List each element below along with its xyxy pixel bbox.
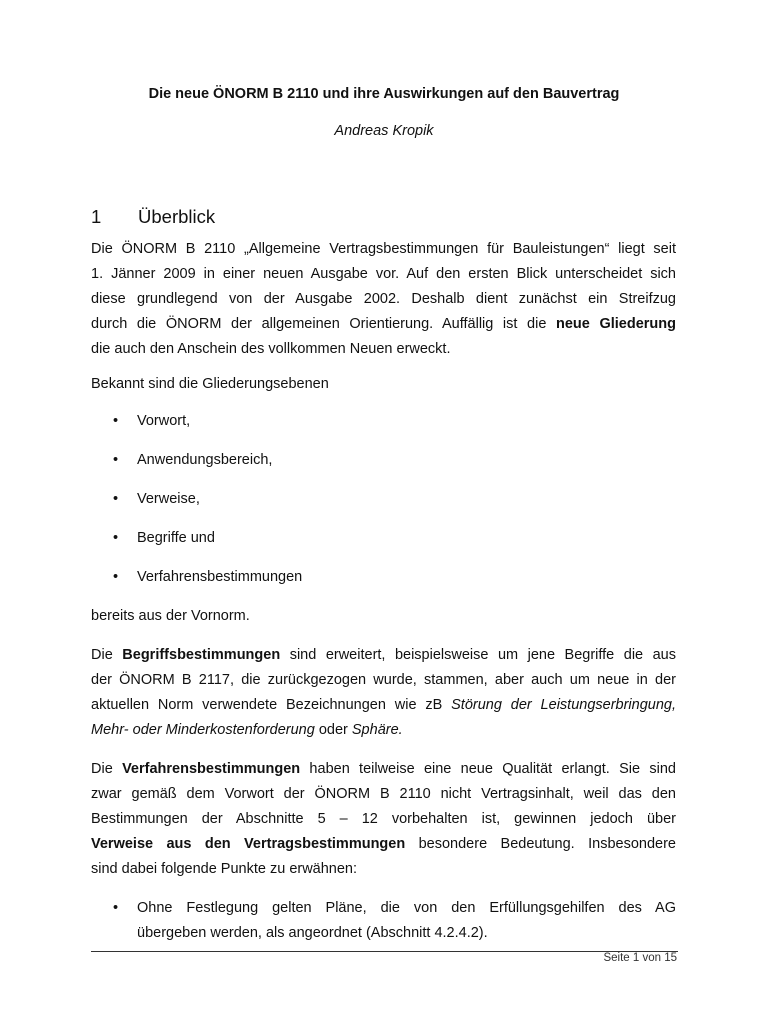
text-line: Bekannt sind die Gliederungsebenen	[91, 376, 329, 392]
list-item-text: Vorwort,	[137, 413, 191, 429]
list-item-text: Verfahrensbestimmungen	[137, 569, 303, 585]
paragraph-levels-intro	[91, 372, 676, 397]
points-list	[91, 896, 676, 946]
list-item	[91, 409, 676, 434]
bullet-icon: •	[113, 530, 119, 546]
bullet-icon: •	[113, 413, 119, 429]
list-item-text: übergeben werden, als angeordnet (Abschnitt 4.2.4.2).	[137, 925, 488, 941]
text-line: der ÖNORM B 2117, die zurückgezogen wurde, stammen, aber auch um neue in der	[91, 672, 676, 688]
list-item	[91, 448, 676, 473]
page-number: Seite 1 von 15	[603, 952, 677, 964]
paragraph-verfahren	[91, 757, 676, 882]
paragraph-begriffe	[91, 643, 676, 743]
list-item-text: Ohne Festlegung gelten Pläne, die von den Erfüllungsgehilfen des AG	[137, 900, 676, 916]
text-segment: durch die ÖNORM der allgemeinen Orientierung. Auffällig ist die	[91, 316, 556, 332]
text-line: die auch den Anschein des vollkommen Neuen erweckt.	[91, 341, 451, 357]
list-item	[91, 526, 676, 551]
text-line: diese grundlegend von der Ausgabe 2002. Deshalb dient zunächst ein Streifzug	[91, 291, 676, 307]
text-line	[91, 832, 676, 857]
emphasis-verfahrensbestimmungen: Verfahrensbestimmungen	[122, 761, 301, 777]
text-line	[91, 718, 676, 743]
levels-list	[91, 409, 676, 590]
text-line: bereits aus der Vornorm.	[91, 608, 250, 624]
list-item-text: Verweise,	[137, 491, 200, 507]
text-line: sind dabei folgende Punkte zu erwähnen:	[91, 861, 358, 877]
term-stoerung: Störung der Leistungserbringung,	[451, 697, 676, 713]
text-line: 1. Jänner 2009 in einer neuen Ausgabe vor. Auf den ersten Blick unterscheidet sich	[91, 266, 676, 282]
list-item	[91, 565, 676, 590]
text-segment: Die	[91, 761, 123, 777]
text-line: zwar gemäß dem Vorwort der ÖNORM B 2110 nicht Vertragsinhalt, weil das den	[91, 786, 676, 802]
text-line	[91, 643, 676, 668]
list-item-text: Begriffe und	[137, 530, 215, 546]
text-line	[91, 693, 676, 718]
footer-divider	[91, 951, 678, 952]
document-title: Die neue ÖNORM B 2110 und ihre Auswirkungen auf den Bauvertrag	[148, 86, 620, 102]
section-number: 1	[91, 206, 102, 227]
document-body	[91, 237, 676, 946]
text-segment: oder	[314, 722, 352, 738]
text-segment: sind erweitert, beispielsweise um jene Begriffe die aus	[280, 647, 676, 663]
section-title: Überblick	[138, 206, 216, 227]
term-sphaere: Sphäre.	[351, 722, 403, 738]
text-line	[91, 312, 676, 337]
section-heading	[91, 206, 215, 228]
bullet-icon: •	[113, 900, 119, 916]
text-line: Die ÖNORM B 2110 „Allgemeine Vertragsbestimmungen für Bauleistungen“ liegt seit	[91, 241, 676, 257]
bullet-icon: •	[113, 569, 119, 585]
bullet-icon: •	[113, 491, 119, 507]
text-segment: Die	[91, 647, 123, 663]
list-item	[91, 487, 676, 512]
text-segment: besondere Bedeutung. Insbesondere	[405, 836, 676, 852]
bullet-icon: •	[113, 452, 119, 468]
emphasis-begriffsbestimmungen: Begriffsbestimmungen	[122, 647, 281, 663]
text-segment: haben teilweise eine neue Qualität erlangt. Sie sind	[300, 761, 676, 777]
document-author: Andreas Kropik	[334, 123, 434, 139]
text-line: Bestimmungen der Abschnitte 5 – 12 vorbehalten ist, gewinnen jedoch über	[91, 811, 676, 827]
list-item	[91, 896, 676, 946]
paragraph-vornorm	[91, 604, 676, 629]
list-item-text: Anwendungsbereich,	[137, 452, 273, 468]
text-segment: aktuellen Norm verwendete Bezeichnungen wie zB	[91, 697, 452, 713]
paragraph-intro	[91, 237, 676, 362]
emphasis-neue-gliederung: neue Gliederung	[556, 316, 676, 332]
emphasis-verweise: Verweise aus den Vertragsbestimmungen	[91, 836, 406, 852]
text-line	[91, 757, 676, 782]
term-mehrkosten: Mehr- oder Minderkostenforderung	[91, 722, 315, 738]
